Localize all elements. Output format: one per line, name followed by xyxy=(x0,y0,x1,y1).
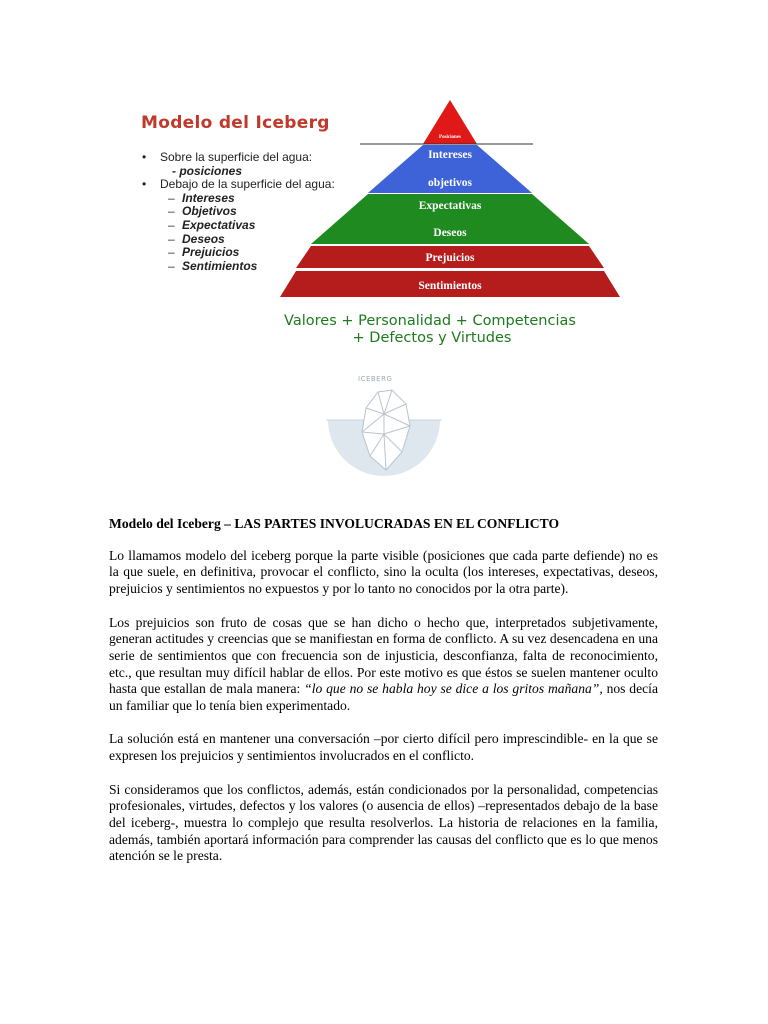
section-heading: Modelo del Iceberg – LAS PARTES INVOLUCRADAS EN EL CONFLICTO xyxy=(109,516,560,531)
paragraph-2 xyxy=(109,615,658,715)
paragraph-3: La solución está en mantener una conversación –por cierto difícil pero imprescindible- en la que se expresen los prejuicios y sentimientos involucrados en el conflicto. xyxy=(109,731,658,764)
below-item-prejuicios: – Prejuicios xyxy=(140,246,335,260)
pyramid-label-intereses: Intereses xyxy=(428,149,472,161)
surface-label: • Sobre la superficie del agua: xyxy=(140,151,335,165)
values-line-1: Valores + Personalidad + Competencias xyxy=(284,313,576,329)
below-label: • Debajo de la superficie del agua: xyxy=(140,178,335,192)
below-item-objetivos: – Objetivos xyxy=(140,205,335,219)
pyramid-label-objetivos: objetivos xyxy=(427,177,473,189)
iceberg-logo-icon xyxy=(326,374,442,494)
below-item-expectativas: – Expectativas xyxy=(140,219,335,233)
pyramid-label-deseos: Deseos xyxy=(433,227,467,239)
paragraph-4: Si consideramos que los conflictos, además, están condicionados por la personalidad, competencias profesionales, virtudes, defectos y los valores (o ausencia de ellos) –representados debajo de la base del iceberg-, muestra lo complejo que resulta resolverlos. La historia de relaciones en la familia, además, también aportará información para comprender las causas del conflicto que es lo que menos atención se le presta. xyxy=(109,781,658,864)
below-item-sentimientos: – Sentimientos xyxy=(140,260,335,274)
iceberg-pyramid xyxy=(278,98,624,302)
below-item-deseos: – Deseos xyxy=(140,233,335,247)
paragraph-1: Lo llamamos modelo del iceberg porque la parte visible (posiciones que cada parte defiende) no es la que suele, en definitiva, provocar el conflicto, sino la oculta (los intereses, expectativas, deseos, prejuicios y sentimientos no expuestos y por lo tanto no conocidos por la otra parte). xyxy=(109,547,658,597)
iceberg-logo-text: ICEBERG xyxy=(358,375,393,383)
paragraph-2-part-b: nos decía un familiar que lo tenía bien experimentado. xyxy=(109,681,658,714)
values-line-2: + Defectos y Virtudes xyxy=(352,330,512,346)
pyramid-label-expectativas: Expectativas xyxy=(418,200,482,212)
paragraph-2-part-a: Los prejuicios son fruto de cosas que se han dicho o hecho que, interpretados subjetivamente, generan actitudes y creencias que se manifiestan en forma de conflicto. A su vez desencadena en una serie de sentimientos que con frecuencia son de injusticia, desconfianza, falta de reconocimiento, etc., que resultan muy difícil hablar de ellos. Por este motivo es que éstos se suelen mantener oculto hasta que estallan de mala manera: xyxy=(109,614,658,697)
figure-title: Modelo del Iceberg xyxy=(141,113,330,133)
pyramid-label-prejuicios: Prejuicios xyxy=(425,252,475,264)
document-body xyxy=(109,516,658,882)
pyramid-label-posiciones: Posiciones xyxy=(439,135,461,140)
pyramid-label-sentimientos: Sentimientos xyxy=(418,280,482,292)
surface-item: - posiciones xyxy=(172,163,243,178)
paragraph-2-quote: “lo que no se habla hoy se dice a los gritos mañana”, xyxy=(304,681,603,697)
below-item-intereses: – Intereses xyxy=(140,192,335,206)
